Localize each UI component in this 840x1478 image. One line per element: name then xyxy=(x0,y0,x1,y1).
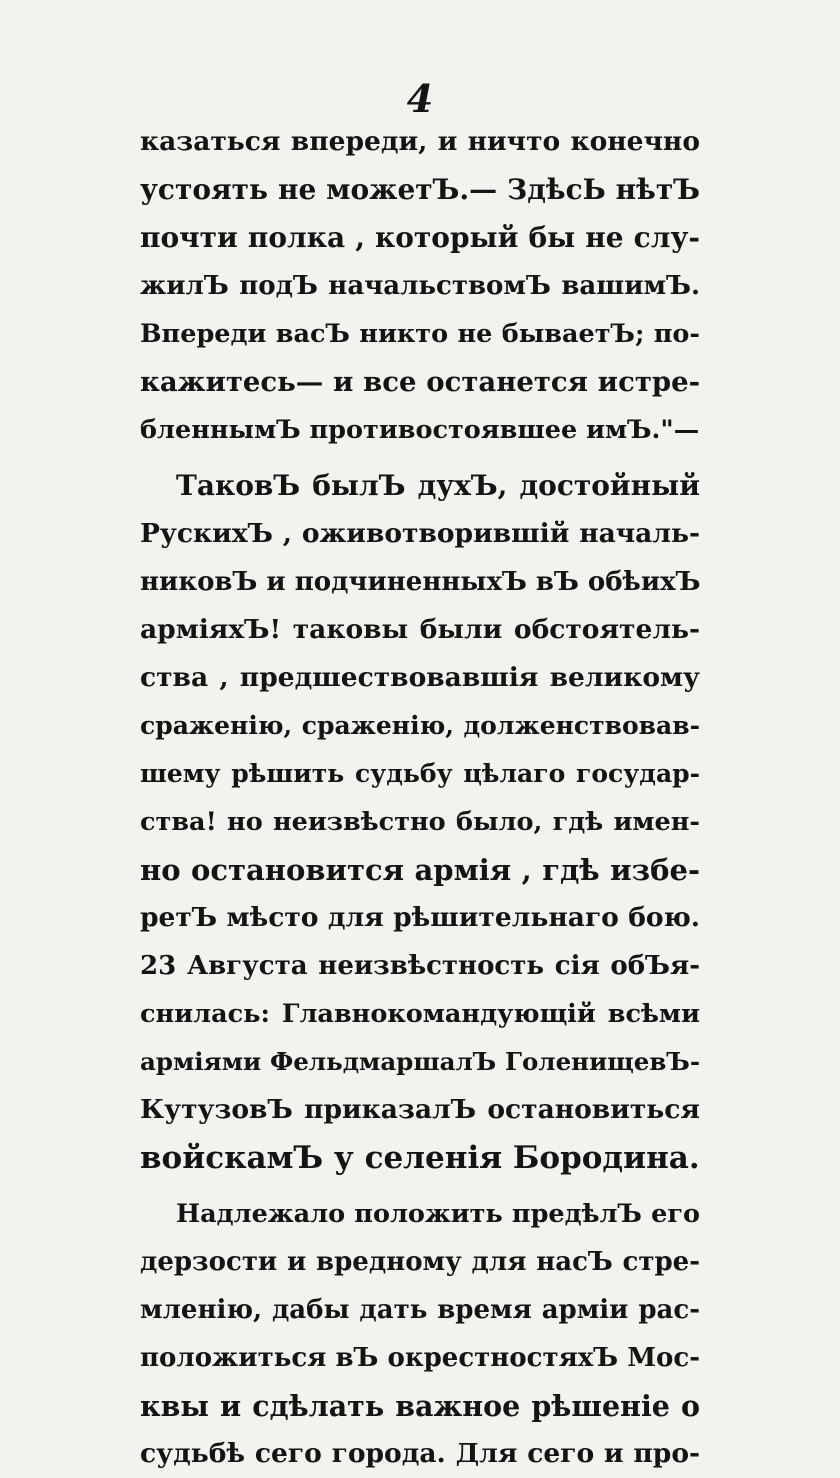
text-line: Впереди васЪ никто не бываетЪ; по- xyxy=(140,319,700,349)
text-body xyxy=(140,118,700,1478)
text-line: ТаковЪ былЪ духЪ, достойный xyxy=(176,469,700,502)
text-line: арміяхЪ! таковы были обстоятель- xyxy=(140,614,700,645)
paragraph-gap xyxy=(140,1182,700,1190)
text-line: снилась: Главнокомандующій всѣми xyxy=(140,999,700,1029)
paragraph-2 xyxy=(140,462,700,1182)
text-line: 23 Августа неизвѣстность сія обЪя- xyxy=(140,951,700,981)
text-line: положиться вЪ окрестностяхЪ Мос- xyxy=(140,1343,700,1373)
text-line: сраженію, сраженію, долженствовав- xyxy=(140,711,700,740)
text-line: но остановится армія , гдѣ избе- xyxy=(140,853,700,887)
text-line: Надлежало положить предѣлЪ его xyxy=(176,1199,700,1229)
text-line: кажитесь— и все останется истре- xyxy=(140,366,700,398)
paragraph-3 xyxy=(140,1190,700,1478)
text-line: КутузовЪ приказалЪ остановиться xyxy=(140,1094,700,1125)
text-line: арміями ФельдмаршалЪ ГоленищевЪ- xyxy=(140,1047,700,1076)
paragraph-1 xyxy=(140,118,700,454)
text-line: устоять не можетЪ.— ЗдѣсЬ нѣтЪ xyxy=(140,173,700,206)
text-line: ства! но неизвѣстно было, гдѣ имен- xyxy=(140,807,700,837)
text-line: дерзости и вредному для насЪ стре- xyxy=(140,1247,700,1277)
text-line: квы и сдѣлать важное рѣшеніе о xyxy=(140,1389,700,1423)
text-line: никовЪ и подчиненныхЪ вЪ обѣихЪ xyxy=(140,567,701,597)
text-line: мленію, дабы дать время арміи рас- xyxy=(140,1295,700,1325)
text-line: ретЪ мѣсто для рѣшительнаго бою. xyxy=(140,902,700,933)
text-line: войскамЪ у селенія Бородина. xyxy=(140,1140,700,1176)
text-line: ства , предшествовавшія великому xyxy=(140,662,700,693)
text-line: казаться впереди, и ничто конечно xyxy=(140,126,700,157)
text-line: судьбѣ сего города. Для сего и про- xyxy=(140,1438,700,1469)
text-line: почти полка , который бы не слу- xyxy=(140,221,700,254)
page-number: 4 xyxy=(406,76,434,121)
paragraph-gap xyxy=(140,454,700,462)
text-line: бленнымЪ противостоявшее имЪ."— xyxy=(140,415,700,445)
text-line: РускихЪ , оживотворившій началь- xyxy=(140,518,700,549)
text-line: шему рѣшить судьбу цѣлаго государ- xyxy=(140,759,700,788)
text-line: жилЪ подЪ начальствомЪ вашимЪ. xyxy=(140,271,700,301)
